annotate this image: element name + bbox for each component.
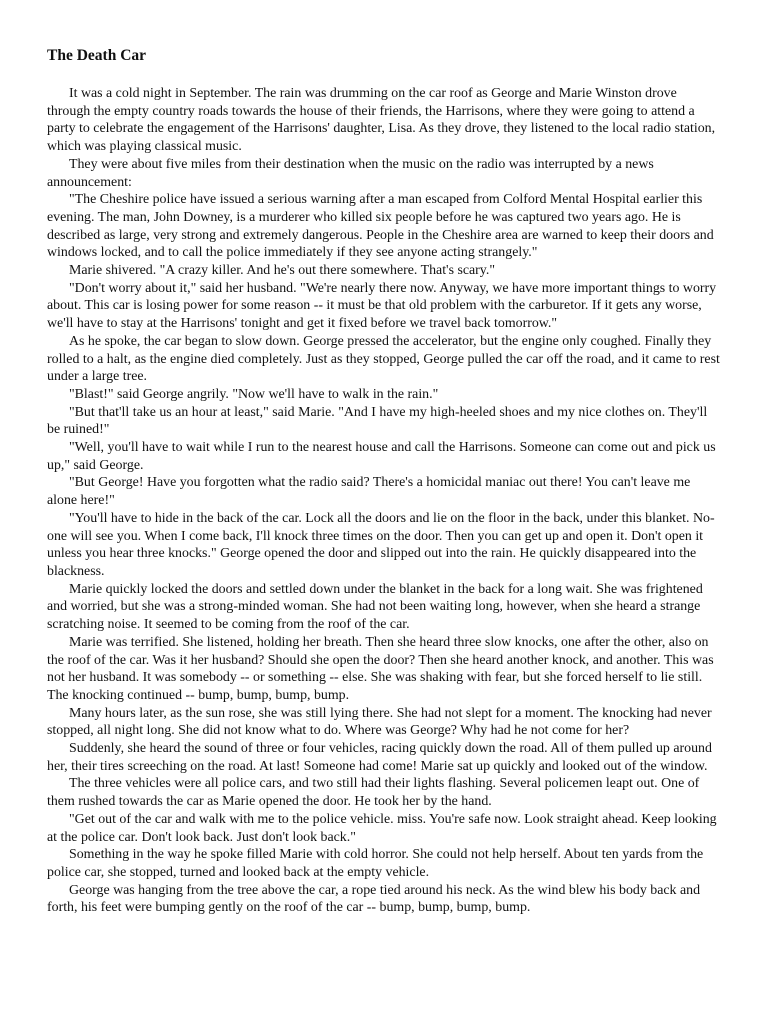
paragraph: It was a cold night in September. The rain was drumming on the car roof as George and Marie Winston drove through the empty country roads towards the house of their friends, the Harrisons, where they were going to attend a party to celebrate the engagement of the Harrisons' daughter, Lisa. As they drove, they listened to the local radio station, which was playing classical music. — [47, 86, 716, 155]
paragraph: Marie quickly locked the doors and settled down under the blanket in the back for a long wait. She was frightened and worried, but she was a strong-minded woman. She had not been waiting long, however, when she heard a strange scratching noise. It seemed to be coming from the roof of the car. — [47, 581, 703, 633]
paragraph: "But that'll take us an hour at least," said Marie. "And I have my high-heeled shoes and my nice clothes on. They'll be ruined!" — [47, 404, 708, 438]
document-title: The Death Car — [47, 47, 147, 64]
paragraph: "The Cheshire police have issued a serious warning after a man escaped from Colford Mental Hospital earlier this evening. The man, John Downey, is a murderer who killed six people before he was captured two years ago. He is described as large, very strong and extremely dangerous. People in the Cheshire area are warned to keep their doors and windows locked, and to call the police immediately if they see anyone acting strangely." — [47, 192, 714, 261]
document-page — [47, 45, 723, 917]
paragraph: Suddenly, she heard the sound of three or four vehicles, racing quickly down the road. All of them pulled up around her, their tires screeching on the road. At last! Someone had come! Marie sat up quickly and looked out of the window. — [47, 741, 712, 774]
paragraph: Marie was terrified. She listened, holding her breath. Then she heard three slow knocks, one after the other, also on the roof of the car. Was it her husband? Should she open the door? Then she heard another knock, and another. This was not her husband. It was somebody -- or something -- else. She was shaking with fear, but she forced herself to lie still. The knocking continued -- bump, bump, bump, bump. — [47, 634, 714, 703]
paragraph: "Blast!" said George angrily. "Now we'll have to walk in the rain." — [69, 386, 439, 402]
paragraph: "You'll have to hide in the back of the car. Lock all the doors and lie on the floor in the back, under this blanket. No-one will see you. When I come back, I'll knock three times on the door. Then you can get up and open it. Don't open it unless you hear three knocks." George opened the door and slipped out into the rain. He quickly disappeared into the blackness. — [47, 510, 715, 579]
paragraph: "Don't worry about it," said her husband. "We're nearly there now. Anyway, we have more important things to worry about. This car is losing power for some reason -- it must be that old problem with the carburetor. If it gets any worse, we'll have to stay at the Harrisons' tonight and get it fixed before we travel back tomorrow." — [47, 280, 717, 332]
paragraph: "Well, you'll have to wait while I run to the nearest house and call the Harrisons. Someone can come out and pick us up," said George. — [47, 440, 716, 473]
paragraph: "Get out of the car and walk with me to the police vehicle. miss. You're safe now. Look straight ahead. Keep looking at the police car. Don't look back. Just don't look back." — [47, 811, 717, 845]
paragraph: As he spoke, the car began to slow down. George pressed the accelerator, but the engine only coughed. Finally they rolled to a halt, as the engine died completely. Just as they stopped, George pulled the car off the road, and it came to rest under a large tree. — [47, 333, 720, 385]
paragraph: Many hours later, as the sun rose, she was still lying there. She had not slept for a moment. The knocking had never stopped, all night long. She did not know what to do. Where was George? Why had he not come for her? — [47, 705, 712, 739]
document-body — [47, 85, 723, 917]
paragraph: Marie shivered. "A crazy killer. And he's out there somewhere. That's scary." — [69, 263, 495, 279]
paragraph: The three vehicles were all police cars, and two still had their lights flashing. Several policemen leapt out. One of them rushed towards the car as Marie opened the door. He took her by the hand. — [47, 776, 700, 810]
paragraph: Something in the way he spoke filled Marie with cold horror. She could not help herself. About ten yards from the police car, she stopped, turned and looked back at the empty vehicle. — [47, 847, 704, 880]
paragraph: "But George! Have you forgotten what the radio said? There's a homicidal maniac out there! You can't leave me alone here!" — [47, 475, 691, 509]
paragraph: They were about five miles from their destination when the music on the radio was interrupted by a news announcement: — [47, 156, 654, 190]
paragraph: George was hanging from the tree above the car, a rope tied around his neck. As the wind blew his body back and forth, his feet were bumping gently on the roof of the car -- bump, bump, bump, bump. — [47, 882, 701, 916]
